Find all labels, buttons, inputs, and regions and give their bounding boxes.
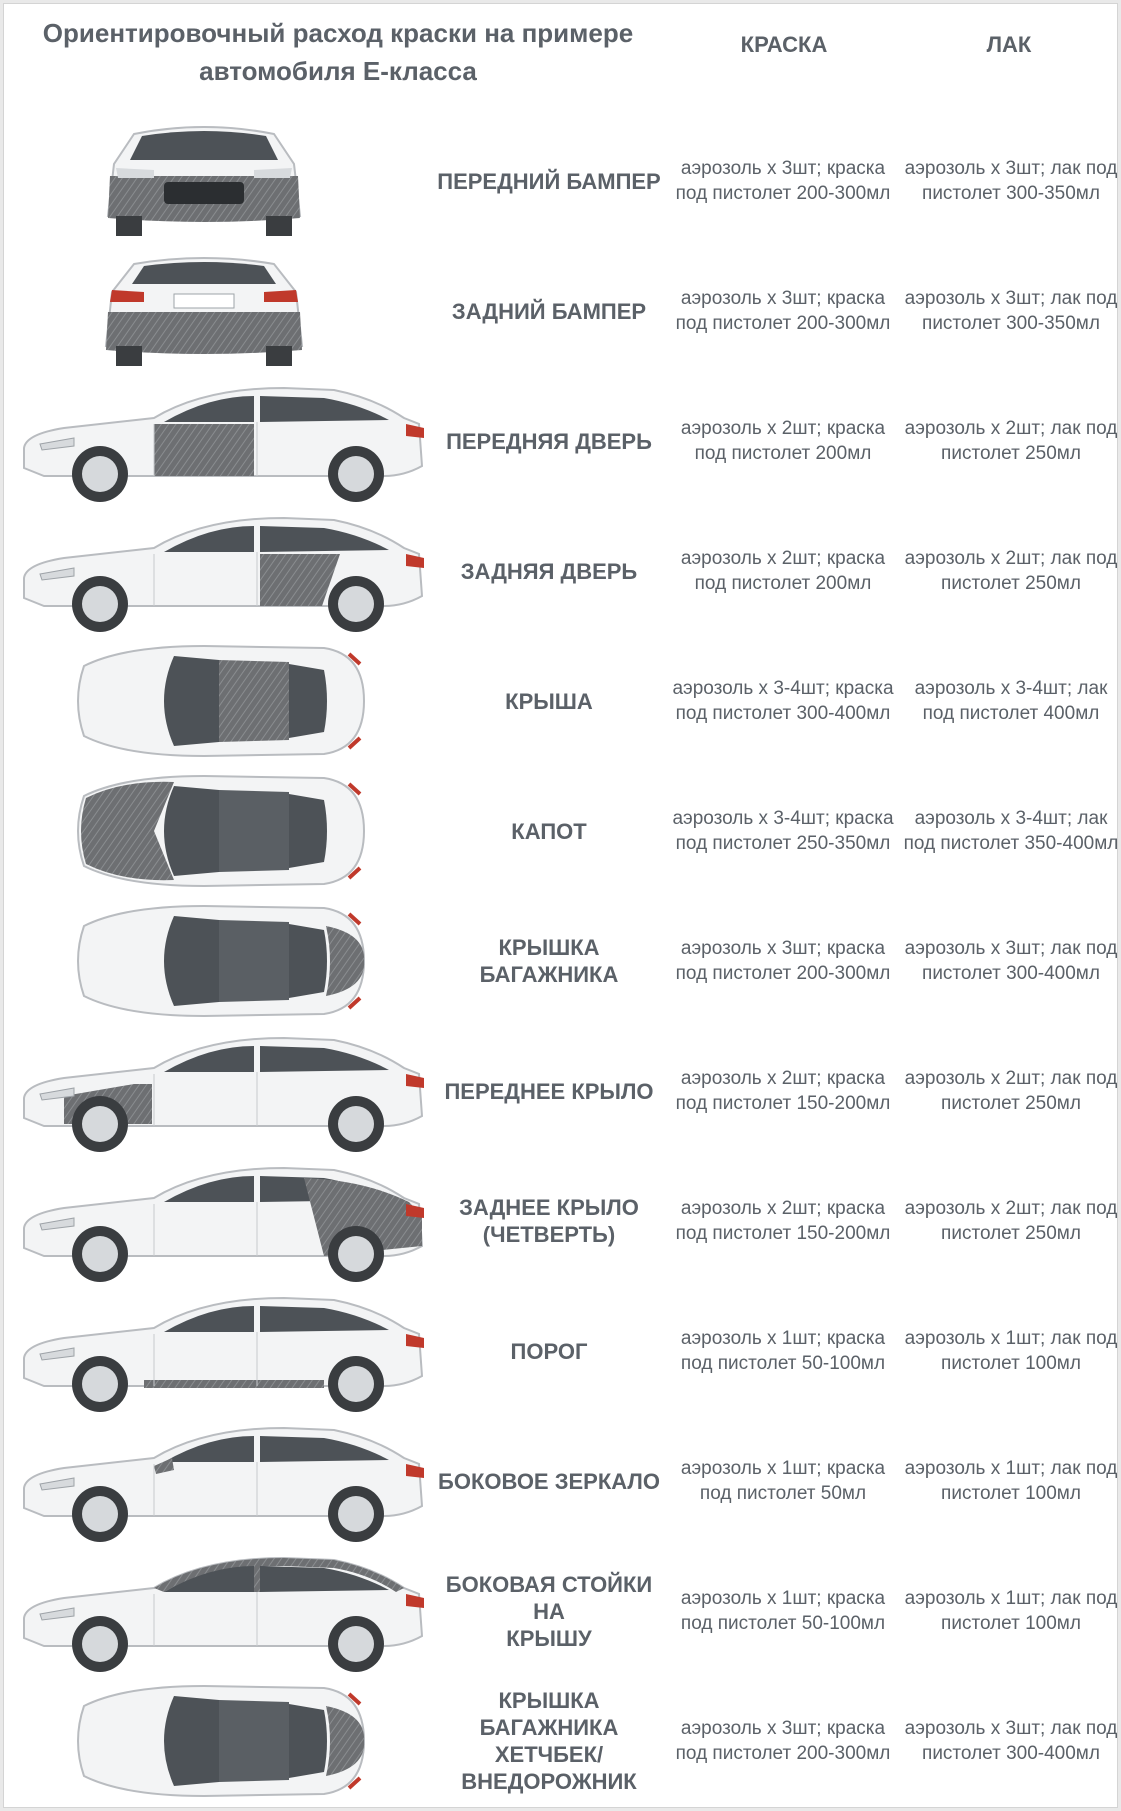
lacquer-amount [895,766,1121,896]
car-diagram [4,506,434,636]
car-side-view [4,506,434,636]
car-diagram [4,1026,434,1156]
car-diagram [4,1286,434,1416]
car-diagram [4,766,434,896]
lacquer-amount-line: пистолет 300-400мл [922,963,1100,984]
paint-amount [667,896,899,1026]
car-side-view [4,1026,434,1156]
lacquer-amount [895,1546,1121,1676]
part-name [434,1026,664,1156]
lacquer-amount [895,636,1121,766]
lacquer-amount [895,1286,1121,1416]
paint-amount-line: под пистолет 200-300мл [675,313,891,334]
paint-amount-line: аэрозоль х 2шт; краска [680,418,886,439]
part-name [434,506,664,636]
part-name-line: ЗАДНЯЯ ДВЕРЬ [460,558,638,584]
paint-amount [667,376,899,506]
lacquer-amount [895,376,1121,506]
column-header-lacquer: ЛАК [986,32,1032,57]
car-side-view [4,1546,434,1676]
car-side-view [4,1286,434,1416]
table-row [4,896,1117,1026]
part-name [434,376,664,506]
car-top-view [4,636,434,766]
lacquer-amount [895,896,1121,1026]
paint-amount-line: под пистолет 50-100мл [680,1353,886,1374]
car-side-view [4,1156,434,1286]
lacquer-amount [895,1156,1121,1286]
part-name [434,1156,664,1286]
paint-amount [667,116,899,246]
car-side-view [4,376,434,506]
paint-amount-line: аэрозоль х 3-4шт; краска [672,678,894,699]
part-name-line: (ЧЕТВЕРТЬ) [482,1222,616,1247]
car-diagram [4,1416,434,1546]
paint-amount [667,766,899,896]
lacquer-amount [895,246,1121,376]
lacquer-amount-line: аэрозоль х 3шт; лак под [904,288,1118,309]
lacquer-amount-line: пистолет 100мл [941,1353,1081,1374]
lacquer-amount-line: аэрозоль х 2шт; лак под [904,1198,1118,1219]
part-name-line: ПЕРЕДНЯЯ ДВЕРЬ [446,428,652,454]
part-name-line: ПЕРЕДНЕЕ КРЫЛО [444,1078,654,1104]
column-header-paint: КРАСКА [740,32,828,57]
paint-amount [667,1026,899,1156]
part-name-line: БОКОВАЯ СТОЙКИ НА [445,1571,653,1624]
lacquer-amount-line: аэрозоль х 1шт; лак под [904,1458,1118,1479]
infographic [3,3,1118,1808]
table-row [4,1286,1117,1416]
car-top-view [4,766,434,896]
paint-amount-line: под пистолет 50мл [699,1483,867,1504]
paint-amount-line: под пистолет 200-300мл [675,1743,891,1764]
paint-amount [667,1676,899,1806]
table-row [4,1676,1117,1806]
paint-amount-line: под пистолет 150-200мл [675,1093,891,1114]
part-name-line: КАПОТ [511,818,587,844]
car-diagram [4,1676,434,1806]
paint-amount-line: под пистолет 150-200мл [675,1223,891,1244]
lacquer-amount-line: пистолет 300-350мл [922,183,1100,204]
car-diagram [4,896,434,1026]
paint-amount-line: аэрозоль х 1шт; краска [680,1458,886,1479]
paint-amount-line: аэрозоль х 3шт; краска [680,158,886,179]
car-diagram [4,1546,434,1676]
lacquer-amount [895,1416,1121,1546]
paint-amount-line: аэрозоль х 1шт; краска [680,1588,886,1609]
lacquer-amount-line: под пистолет 400мл [922,703,1100,724]
table-row [4,506,1117,636]
lacquer-amount-line: аэрозоль х 2шт; лак под [904,548,1118,569]
paint-amount-line: аэрозоль х 3шт; краска [680,288,886,309]
lacquer-amount-line: пистолет 250мл [941,573,1081,594]
part-name-line: КРЫША [505,688,593,714]
lacquer-amount [895,506,1121,636]
paint-amount [667,1156,899,1286]
lacquer-amount [895,1026,1121,1156]
paint-amount [667,1546,899,1676]
lacquer-amount-line: аэрозоль х 3шт; лак под [904,158,1118,179]
lacquer-amount-line: аэрозоль х 2шт; лак под [904,418,1118,439]
part-name [434,116,664,246]
part-name [434,896,664,1026]
part-name-line: КРЫШКА БАГАЖНИКА [479,1688,619,1740]
part-name-line: ПОРОГ [510,1338,588,1364]
part-name-line: ПЕРЕДНИЙ БАМПЕР [437,168,661,194]
lacquer-amount [895,1676,1121,1806]
part-name [434,1546,664,1676]
car-front-view [4,116,434,246]
table-row [4,1026,1117,1156]
paint-amount-line: под пистолет 200мл [694,443,872,464]
lacquer-amount-line: аэрозоль х 1шт; лак под [904,1328,1118,1349]
part-name-line: БОКОВОЕ ЗЕРКАЛО [438,1468,660,1494]
paint-amount-line: под пистолет 50-100мл [680,1613,886,1634]
part-name-line: КРЫШКА БАГАЖНИКА [479,935,619,987]
table-row [4,766,1117,896]
paint-amount [667,1286,899,1416]
paint-amount-line: под пистолет 300-400мл [675,703,891,724]
car-diagram [4,376,434,506]
lacquer-amount-line: аэрозоль х 2шт; лак под [904,1068,1118,1089]
table-row [4,1416,1117,1546]
car-rear-view [4,246,434,376]
lacquer-amount-line: аэрозоль х 3-4шт; лак [914,808,1108,829]
lacquer-amount-line: аэрозоль х 3шт; лак под [904,1718,1118,1739]
lacquer-amount-line: аэрозоль х 3-4шт; лак [914,678,1108,699]
car-diagram [4,1156,434,1286]
paint-amount-line: под пистолет 200-300мл [675,183,891,204]
paint-amount-line: под пистолет 200мл [694,573,872,594]
lacquer-amount-line: пистолет 100мл [941,1483,1081,1504]
part-name [434,1286,664,1416]
page-title [18,14,658,90]
lacquer-amount-line: пистолет 250мл [941,1223,1081,1244]
paint-amount [667,1416,899,1546]
paint-amount [667,506,899,636]
part-name [434,766,664,896]
lacquer-amount-line: пистолет 100мл [941,1613,1081,1634]
car-top-view [4,1676,434,1806]
lacquer-amount-line: под пистолет 350-400мл [903,833,1119,854]
part-name [434,1676,664,1806]
paint-amount-line: аэрозоль х 1шт; краска [680,1328,886,1349]
table-row [4,636,1117,766]
paint-amount [667,246,899,376]
title-line-2: автомобиля Е-класса [199,56,477,86]
lacquer-amount [895,116,1121,246]
paint-amount-line: аэрозоль х 3-4шт; краска [672,808,894,829]
part-name-line: ЗАДНИЙ БАМПЕР [451,298,647,324]
paint-amount-line: аэрозоль х 3шт; краска [680,1718,886,1739]
lacquer-amount-line: пистолет 250мл [941,1093,1081,1114]
table-row [4,116,1117,246]
paint-amount-line: под пистолет 200-300мл [675,963,891,984]
part-name-line: ЗАДНЕЕ КРЫЛО [459,1195,639,1220]
paint-amount-line: аэрозоль х 2шт; краска [680,1068,886,1089]
paint-amount-line: под пистолет 250-350мл [675,833,891,854]
table-row [4,376,1117,506]
title-line-1: Ориентировочный расход краски на примере [42,18,634,48]
part-name-line: КРЫШУ [506,1625,592,1651]
paint-amount-line: аэрозоль х 2шт; краска [680,1198,886,1219]
part-name [434,636,664,766]
part-name [434,246,664,376]
table-row [4,1156,1117,1286]
part-name-line: ВНЕДОРОЖНИК [461,1769,637,1794]
car-side-view [4,1416,434,1546]
car-diagram [4,636,434,766]
paint-amount-line: аэрозоль х 2шт; краска [680,548,886,569]
lacquer-amount-line: аэрозоль х 3шт; лак под [904,938,1118,959]
car-top-view [4,896,434,1026]
table-row [4,246,1117,376]
table-row [4,1546,1117,1676]
paint-amount-line: аэрозоль х 3шт; краска [680,938,886,959]
lacquer-amount-line: пистолет 250мл [941,443,1081,464]
lacquer-amount-line: пистолет 300-350мл [922,313,1100,334]
part-name [434,1416,664,1546]
lacquer-amount-line: аэрозоль х 1шт; лак под [904,1588,1118,1609]
lacquer-amount-line: пистолет 300-400мл [922,1743,1100,1764]
car-diagram [4,116,434,246]
car-diagram [4,246,434,376]
part-name-line: ХЕТЧБЕК/ [494,1742,604,1767]
paint-amount [667,636,899,766]
